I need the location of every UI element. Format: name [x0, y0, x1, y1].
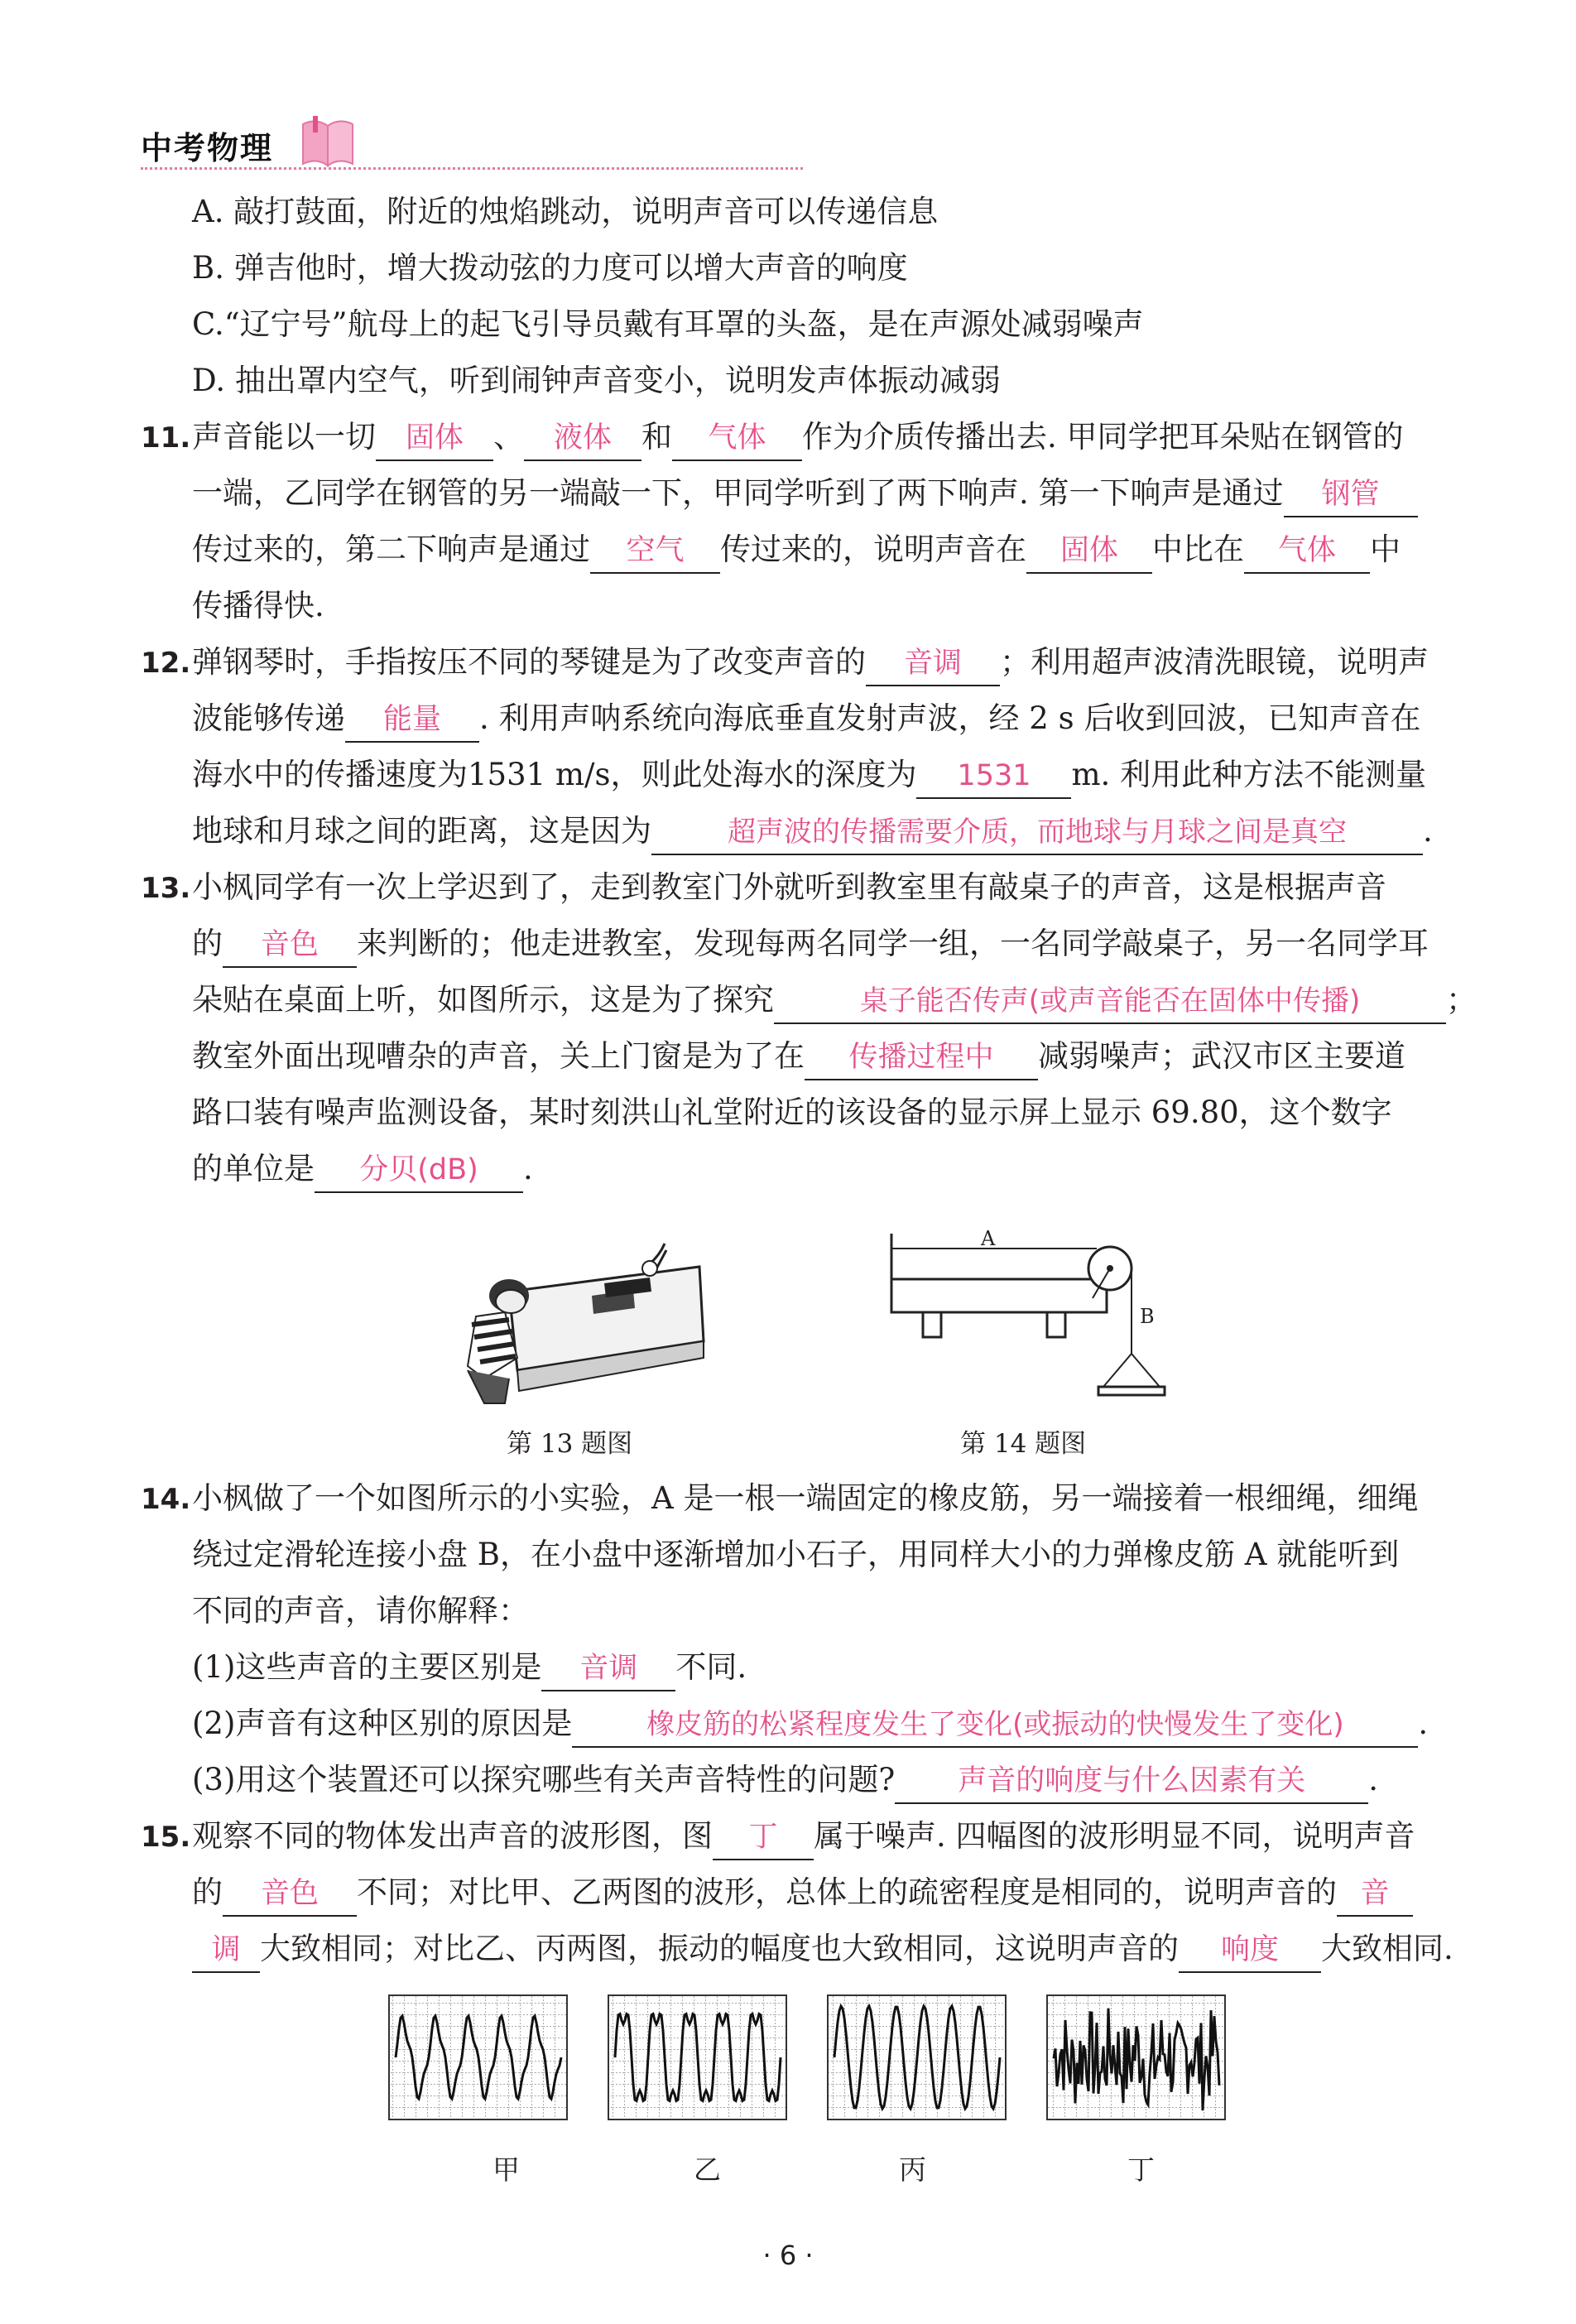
q12-text: 弹钢琴时，手指按压不同的琴键是为了改变声音的 — [192, 644, 866, 680]
q14-line-1 — [141, 1470, 1482, 1527]
q14-answer-1: 音调 — [541, 1647, 675, 1691]
q12-line-2 — [141, 690, 1482, 747]
q13-answer-2: 桌子能否传声(或声音能否在固体中传播) — [774, 979, 1446, 1024]
q13-text: 的单位是 — [192, 1151, 315, 1186]
q11-answer-5: 空气 — [590, 529, 720, 574]
q11-answer-2: 液体 — [524, 416, 641, 461]
q13-text: 朵贴在桌面上听，如图所示，这是为了探究 — [192, 982, 774, 1018]
q14-sub-2 — [141, 1696, 1482, 1752]
header-title: 中考物理 — [141, 130, 274, 166]
q13-line-3 — [141, 972, 1482, 1028]
q11-text: 一端，乙同学在钢管的另一端敲一下，甲同学听到了两下响声. 第一下响声是通过 — [192, 475, 1284, 511]
page-header — [141, 116, 803, 174]
q14-sub-1 — [141, 1639, 1482, 1696]
q14-line-2: 绕过定滑轮连接小盘 B，在小盘中逐渐增加小石子，用同样大小的力弹橡皮筋 A 就能听到 — [192, 1537, 1400, 1572]
q13-line-1 — [141, 859, 1482, 916]
q15-answer-1: 丁 — [713, 1816, 814, 1860]
q11-line-2 — [141, 465, 1482, 522]
q15-text: 不同；对比甲、乙两图的波形，总体上的疏密程度是相同的，说明声音的 — [357, 1874, 1337, 1910]
waveform-label-jia: 甲 — [492, 2153, 520, 2186]
q11-text: 作为介质传播出去. 甲同学把耳朵贴在钢管的 — [802, 419, 1404, 455]
q13-text: 教室外面出现嘈杂的声音，关上门窗是为了在 — [192, 1038, 805, 1074]
q14-sub-3 — [141, 1752, 1482, 1808]
waveform-bing — [828, 1995, 1006, 2120]
q11-answer-4: 钢管 — [1284, 473, 1418, 517]
q15-line-2 — [141, 1864, 1482, 1921]
q13-text: 的 — [192, 926, 223, 961]
label-b: B — [1140, 1305, 1155, 1328]
q15-answer-3b: 调 — [192, 1928, 260, 1973]
q13-line-5: 路口装有噪声监测设备，某时刻洪山礼堂附近的该设备的显示屏上显示 69.80，这个数字 — [192, 1095, 1392, 1130]
q11-answer-6: 固体 — [1026, 529, 1152, 574]
q12-text: ；利用超声波清洗眼镜，说明声 — [1000, 644, 1429, 680]
q14-text: 小枫做了一个如图所示的小实验，A 是一根一端固定的橡皮筋，另一端接着一根细绳，细绳 — [192, 1480, 1419, 1516]
figure-13-illustration — [459, 1234, 708, 1407]
waveform-panels — [381, 1991, 1242, 2124]
waveform-label-ding: 丁 — [1127, 2153, 1155, 2186]
q13-text: ； — [1446, 982, 1477, 1018]
q12-line-4 — [141, 803, 1482, 859]
content — [141, 184, 1482, 1197]
q14-answer-3: 声音的响度与什么因素有关 — [895, 1759, 1368, 1804]
q11-line-1 — [141, 409, 1482, 465]
q11-text: 传过来的，说明声音在 — [720, 532, 1026, 567]
q14-text: . — [1418, 1706, 1429, 1741]
q15-answer-4: 响度 — [1179, 1928, 1321, 1973]
q12-answer-3: 1531 — [916, 754, 1071, 799]
q13-text: 小枫同学有一次上学迟到了，走到教室门外就听到教室里有敲桌子的声音，这是根据声音 — [192, 869, 1386, 905]
book-icon — [298, 116, 358, 169]
q15-answer-2: 音色 — [223, 1872, 357, 1917]
q15-text: 观察不同的物体发出声音的波形图，图 — [192, 1818, 713, 1854]
figure-13-caption: 第 13 题图 — [507, 1429, 633, 1459]
q13-answer-1: 音色 — [223, 923, 357, 968]
q15-line-3 — [141, 1921, 1482, 1977]
q11-line-4: 传播得快. — [192, 588, 324, 623]
q11-answer-1: 固体 — [376, 416, 493, 461]
q14-text: (1)这些声音的主要区别是 — [192, 1649, 542, 1685]
q11-text: 传过来的，第二下响声是通过 — [192, 532, 590, 567]
waveform-label-bing: 丙 — [899, 2153, 926, 2186]
q12-text: 海水中的传播速度为1531 m/s，则此处海水的深度为 — [192, 757, 917, 792]
q12-text: m. 利用此种方法不能测量 — [1071, 757, 1427, 792]
q13-number: 13. — [141, 872, 191, 905]
q14-text: (3)用这个装置还可以探究哪些有关声音特性的问题? — [192, 1762, 896, 1797]
figure-14-caption: 第 14 题图 — [960, 1429, 1087, 1459]
q13-line-4 — [141, 1028, 1482, 1085]
figure-14-diagram — [882, 1225, 1196, 1407]
q13-answer-3: 传播过程中 — [805, 1036, 1038, 1080]
q14-text: . — [1368, 1762, 1379, 1797]
q11-text: 声音能以一切 — [192, 419, 376, 455]
q13-answer-4: 分贝(dB) — [315, 1148, 523, 1193]
content-lower — [141, 1470, 1482, 1977]
q14-text: 不同. — [675, 1649, 747, 1685]
q13-text: 来判断的；他走进教室，发现每两名同学一组，一名同学敲桌子，另一名同学耳 — [357, 926, 1429, 961]
q12-line-3 — [141, 747, 1482, 803]
q12-answer-2: 能量 — [345, 698, 479, 743]
q14-text: (2)声音有这种区别的原因是 — [192, 1706, 573, 1741]
option-b: B. 弹吉他时，增大拨动弦的力度可以增大声音的响度 — [192, 250, 908, 286]
q12-answer-4: 超声波的传播需要介质，而地球与月球之间是真空 — [651, 811, 1423, 855]
page-number: · 6 · — [762, 2240, 814, 2271]
option-a: A. 敲打鼓面，附近的烛焰跳动，说明声音可以传递信息 — [192, 194, 939, 229]
q15-text: 属于噪声. 四幅图的波形明显不同，说明声音 — [814, 1818, 1415, 1854]
option-c: C.“辽宁号”航母上的起飞引导员戴有耳罩的头盔，是在声源处减弱噪声 — [192, 306, 1144, 342]
q15-answer-3a: 音 — [1337, 1872, 1413, 1917]
q12-text: 地球和月球之间的距离，这是因为 — [192, 813, 651, 849]
q11-text: 和 — [641, 419, 672, 455]
q13-text: 减弱噪声；武汉市区主要道 — [1038, 1038, 1405, 1074]
waveform-ding — [1047, 1995, 1225, 2120]
q11-answer-7: 气体 — [1244, 529, 1370, 574]
q15-text: 大致相同；对比乙、丙两图，振动的幅度也大致相同，这说明声音的 — [260, 1931, 1179, 1966]
q13-line-6 — [141, 1141, 1482, 1197]
q15-text: 的 — [192, 1874, 223, 1910]
header-rule — [141, 167, 803, 170]
q13-line-2 — [141, 916, 1482, 972]
q14-line-3: 不同的声音，请你解释： — [192, 1593, 529, 1629]
waveform-label-yi: 乙 — [694, 2153, 721, 2186]
q12-text: 波能够传递 — [192, 700, 345, 736]
option-d: D. 抽出罩内空气，听到闹钟声音变小，说明发声体振动减弱 — [192, 363, 1001, 398]
q11-text: 中 — [1370, 532, 1401, 567]
label-a: A — [981, 1227, 996, 1250]
q11-number: 11. — [141, 421, 191, 455]
q11-text: 、 — [493, 419, 524, 455]
q11-answer-3: 气体 — [672, 416, 802, 461]
waveform-jia — [389, 1995, 567, 2120]
q15-text: 大致相同. — [1321, 1931, 1453, 1966]
q14-number: 14. — [141, 1483, 191, 1516]
q12-line-1 — [141, 634, 1482, 690]
q11-text: 中比在 — [1152, 532, 1244, 567]
q12-answer-1: 音调 — [866, 642, 1000, 686]
q12-number: 12. — [141, 647, 191, 680]
waveform-yi — [608, 1995, 786, 2120]
q12-text: . 利用声呐系统向海底垂直发射声波，经 2 s 后收到回波，已知声音在 — [479, 700, 1421, 736]
q13-text: . — [523, 1151, 533, 1186]
q15-number: 15. — [141, 1821, 191, 1854]
q12-text: . — [1423, 813, 1433, 849]
q15-line-1 — [141, 1808, 1482, 1864]
q11-line-3 — [141, 522, 1482, 578]
q14-answer-2: 橡皮筋的松紧程度发生了变化(或振动的快慢发生了变化) — [572, 1703, 1418, 1748]
